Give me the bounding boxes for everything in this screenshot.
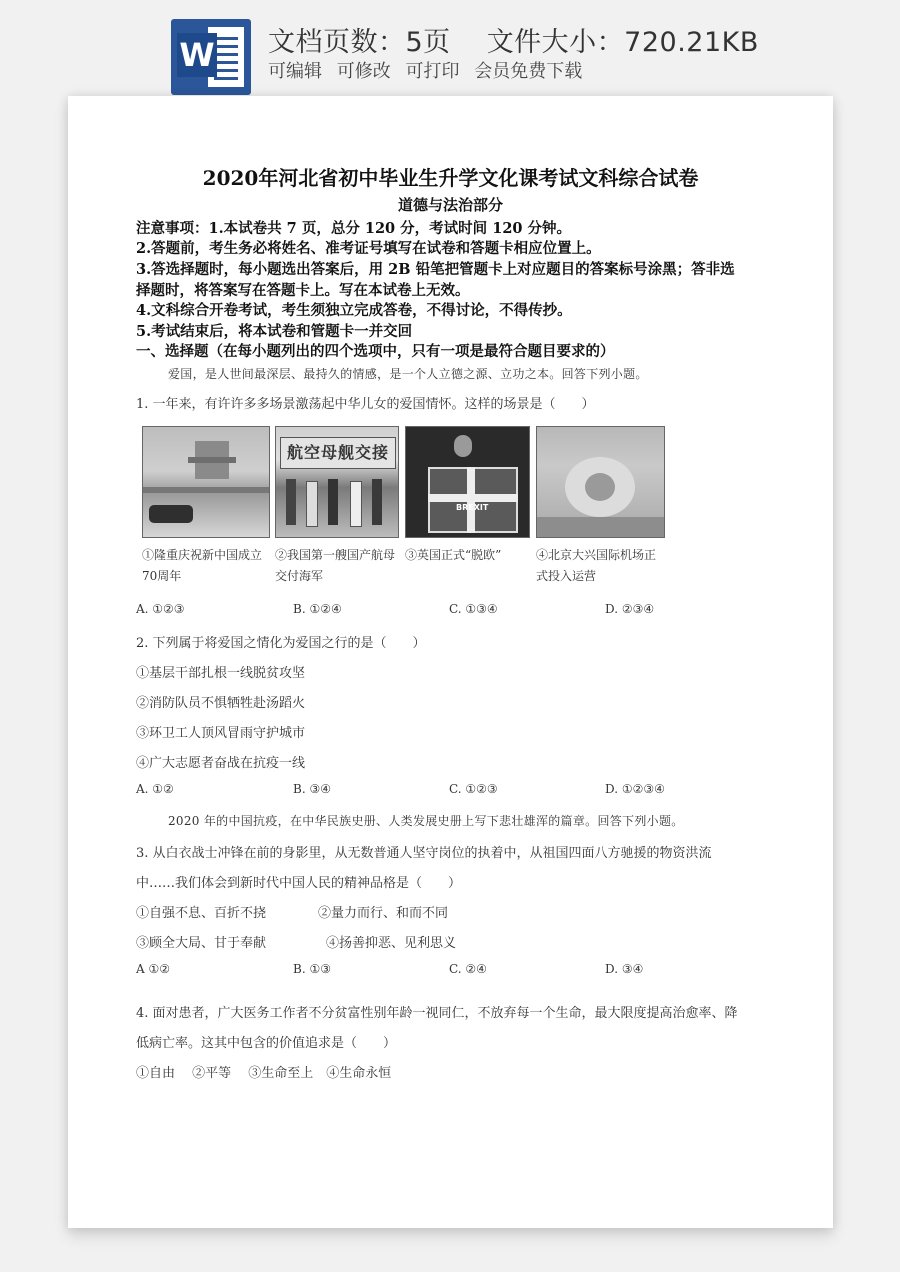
carrier-banner: 航空母舰交接 <box>280 437 396 469</box>
question-item: ④广大志愿者奋战在抗疫一线 <box>136 756 306 771</box>
document-page <box>68 96 833 1228</box>
note-line: 4.文科综合开卷考试，考生须独立完成答卷，不得讨论，不得传抄。 <box>136 302 572 319</box>
section-subtitle: 道德与法治部分 <box>397 196 503 214</box>
note-line: 择题时，将答案写在答题卡上。写在本试卷上无效。 <box>136 282 470 299</box>
answer-option: D. ②③④ <box>605 602 655 616</box>
word-document-icon <box>171 19 251 95</box>
feature-modifiable: 可修改 <box>336 61 391 82</box>
question-3-cont: 中……我们体会到新时代中国人民的精神品格是（ ） <box>136 876 462 891</box>
feature-member-download[interactable]: 会员免费下载 <box>474 61 583 82</box>
note-line: 2.答题前，考生务必将姓名、准考证号填写在试卷和答题卡相应位置上。 <box>136 240 601 257</box>
answer-option: B. ③④ <box>293 782 331 796</box>
reading-intro: 2020 年的中国抗疫，在中华民族史册、人类发展史册上写下悲壮雄浑的篇章。回答下列小题。 <box>168 814 684 828</box>
photo-caption: ②我国第一艘国产航母交付海军 <box>275 548 396 583</box>
section-heading: 一、选择题（在每小题列出的四个选项中，只有一项是最符合题目要求的） <box>136 343 615 360</box>
page-count: 文档页数：5页 <box>268 27 451 58</box>
question-item: ③顾全大局、甘于奉献 <box>136 936 267 951</box>
question-1: 1. 一年来，有许许多多场景激荡起中华儿女的爱国情怀。这样的场景是（ ） <box>136 397 595 412</box>
photo-carrier-handover <box>275 426 399 538</box>
file-size: 文件大小：720.21KB <box>486 27 759 58</box>
photo-caption: ①隆重庆祝新中国成立70周年 <box>142 548 263 583</box>
question-item: ④扬善抑恶、见利思义 <box>326 936 457 951</box>
photo-caption: ④北京大兴国际机场正式投入运营 <box>536 548 657 583</box>
answer-option: A ①② <box>136 962 170 976</box>
answer-option: C. ②④ <box>449 962 487 976</box>
question-item: ①自强不息、百折不挠 <box>136 906 267 921</box>
answer-option: B. ①②④ <box>293 602 342 616</box>
question-item: ②量力而行、和而不同 <box>318 906 449 921</box>
question-item: ①自由 ②平等 ③生命至上 ④生命永恒 <box>136 1066 392 1081</box>
question-item: ①基层干部扎根一线脱贫攻坚 <box>136 666 306 681</box>
question-3: 3. 从白衣战士冲锋在前的身影里，从无数普通人坚守岗位的执着中，从祖国四面八方驰援的物资洪流 <box>136 846 712 861</box>
note-line: 5.考试结束后，将本试卷和管题卡一并交回 <box>136 323 413 340</box>
note-line: 3.答选择题时，每小题选出答案后，用 2B 铅笔把管题卡上对应题目的答案标号涂黑；答非选 <box>136 261 735 278</box>
brexit-sign: BREXIT <box>456 503 489 512</box>
photo-brexit <box>405 426 530 538</box>
question-item: ②消防队员不惧牺牲赴汤蹈火 <box>136 696 306 711</box>
feature-list <box>268 57 591 83</box>
photo-daxing-airport <box>536 426 665 538</box>
question-4: 4. 面对患者，广大医务工作者不分贫富性别年龄一视同仁，不放弃每一个生命，最大限度提高治愈率、降 <box>136 1006 738 1021</box>
reading-intro: 爱国，是人世间最深层、最持久的情感，是一个人立德之源、立功之本。回答下列小题。 <box>168 367 648 381</box>
question-item: ③环卫工人顶风冒雨守护城市 <box>136 726 306 741</box>
note-line: 注意事项：1.本试卷共 7 页，总分 120 分，考试时间 120 分钟。 <box>136 220 572 237</box>
answer-option: C. ①③④ <box>449 602 498 616</box>
answer-option: A. ①② <box>136 782 174 796</box>
answer-option: B. ①③ <box>293 962 331 976</box>
word-letter: W <box>177 33 217 77</box>
feature-printable: 可打印 <box>405 61 460 82</box>
question-4-cont: 低病亡率。这其中包含的价值追求是（ ） <box>136 1036 397 1051</box>
answer-option: C. ①②③ <box>449 782 498 796</box>
answer-option: D. ①②③④ <box>605 782 665 796</box>
answer-option: A. ①②③ <box>136 602 185 616</box>
photo-caption: ③英国正式“脱欧” <box>405 548 502 562</box>
document-stats <box>268 20 759 59</box>
answer-option: D. ③④ <box>605 962 644 976</box>
exam-title: 2020年河北省初中毕业生升学文化课考试文科综合试卷 <box>202 166 699 190</box>
photo-national-day-parade <box>142 426 270 538</box>
download-header <box>0 0 900 96</box>
question-2: 2. 下列属于将爱国之情化为爱国之行的是（ ） <box>136 636 426 651</box>
feature-editable: 可编辑 <box>268 61 322 82</box>
